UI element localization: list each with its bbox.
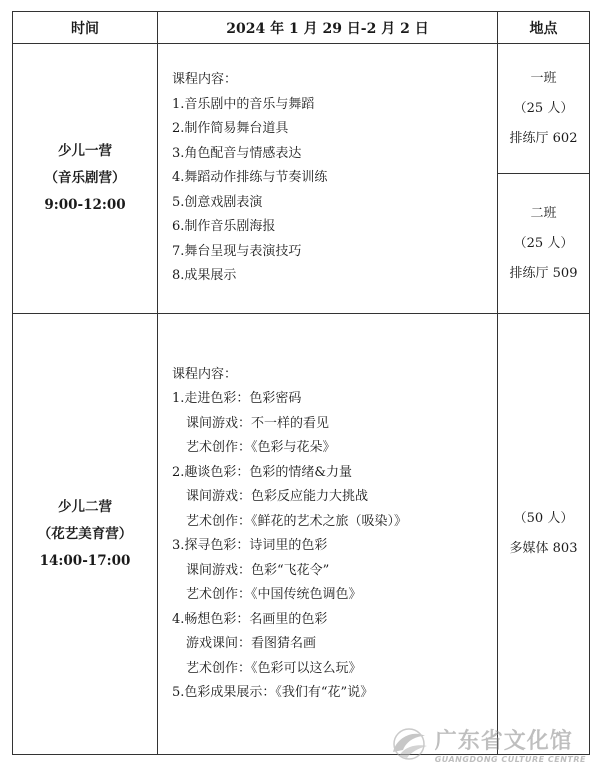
list-item: 2.制作简易舞台道具 xyxy=(172,121,289,137)
list-item: 6.制作音乐剧海报 xyxy=(172,219,276,235)
watermark-name-en: GUANGDONG CULTURE CENTRE xyxy=(434,755,586,764)
list-item: 艺术创作：《色彩与花朵》 xyxy=(186,440,336,455)
list-item: 3.角色配音与情感表达 xyxy=(172,145,302,161)
camp2-count: （50 人） xyxy=(513,511,574,526)
list-item: 8.成果展示 xyxy=(172,268,237,284)
camp1-subtitle: （音乐剧营） xyxy=(44,170,126,186)
camp2-time: 14:00-17:00 xyxy=(39,552,131,569)
camp1-class2-location xyxy=(498,174,590,314)
list-item: 3.探寻色彩：诗词里的色彩 xyxy=(172,538,328,553)
camp1-class1-location xyxy=(498,44,590,174)
list-item: 7.舞台呈现与表演技巧 xyxy=(172,243,302,259)
camp1-time: 9:00-12:00 xyxy=(44,197,126,213)
camp1-content-title: 课程内容： xyxy=(172,72,238,88)
schedule-table xyxy=(12,11,590,755)
class1-count: （25 人） xyxy=(513,100,574,116)
camp2-name: 少儿二营 xyxy=(58,498,112,515)
camp1-content xyxy=(158,44,498,314)
camp2-cell xyxy=(13,314,158,755)
watermark-text xyxy=(435,724,586,764)
list-item: 课间游戏：不一样的看见 xyxy=(186,415,330,431)
list-item: 课间游戏：色彩反应能力大挑战 xyxy=(186,489,369,504)
list-item: 2.趣谈色彩：色彩的情绪&力量 xyxy=(172,464,352,480)
camp2-location xyxy=(498,314,590,755)
list-item: 4.畅想色彩：名画里的色彩 xyxy=(172,611,328,627)
table-row-camp1 xyxy=(13,44,590,174)
list-item: 游戏课间：看图猜名画 xyxy=(186,636,317,651)
list-item: 艺术创作：《色彩可以这么玩》 xyxy=(186,660,362,676)
class2-name: 二班 xyxy=(530,205,557,221)
list-item: 1.走进色彩：色彩密码 xyxy=(172,391,302,406)
camp1-cell xyxy=(13,44,158,314)
table-row-camp2 xyxy=(13,314,590,755)
class1-name: 一班 xyxy=(530,70,557,86)
class2-count: （25 人） xyxy=(513,235,574,251)
header-time: 时间 xyxy=(13,12,158,44)
culture-centre-logo-icon xyxy=(387,726,431,762)
list-item: 课间游戏：色彩“飞花令” xyxy=(186,562,330,578)
camp1-name: 少儿一营 xyxy=(58,143,112,159)
camp2-room: 多媒体 803 xyxy=(509,541,578,556)
header-date: 2024 年 1 月 29 日-2 月 2 日 xyxy=(158,12,498,44)
list-item: 艺术创作：《鲜花的艺术之旅（吸染）》 xyxy=(186,513,408,529)
list-item: 4.舞蹈动作排练与节奏训练 xyxy=(172,170,328,186)
camp2-content xyxy=(158,314,498,755)
list-item: 1.音乐剧中的音乐与舞蹈 xyxy=(172,96,315,112)
camp2-content-title: 课程内容： xyxy=(172,366,238,382)
class2-room: 排练厅 509 xyxy=(509,265,578,281)
list-item: 5.创意戏剧表演 xyxy=(172,194,263,210)
header-row xyxy=(13,12,590,44)
watermark xyxy=(387,724,586,764)
class1-room: 排练厅 602 xyxy=(509,130,578,146)
list-item: 5.色彩成果展示：《我们有“花”说》 xyxy=(172,685,374,700)
watermark-name-cn: 广东省文化馆 xyxy=(434,729,573,754)
header-location: 地点 xyxy=(498,12,590,44)
camp2-subtitle: （花艺美育营） xyxy=(37,525,133,542)
list-item: 艺术创作：《中国传统色调色》 xyxy=(186,587,362,602)
